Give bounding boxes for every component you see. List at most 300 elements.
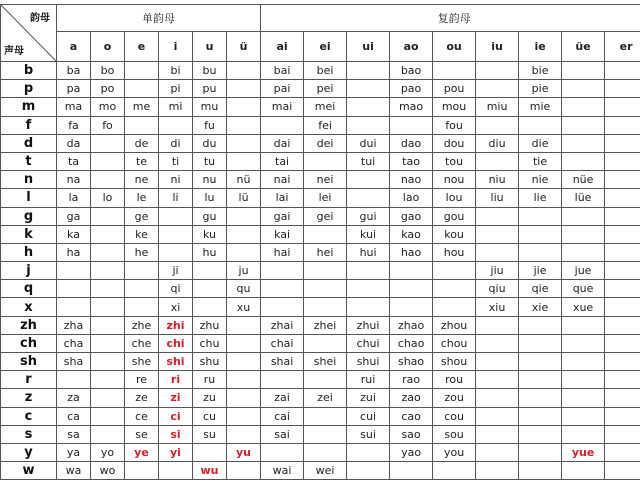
syllable-cell: tie	[519, 152, 562, 170]
syllable-cell: re	[125, 371, 159, 389]
initial-label: z	[1, 389, 57, 407]
syllable-cell	[476, 116, 519, 134]
syllable-cell	[347, 262, 390, 280]
syllable-cell	[562, 207, 605, 225]
syllable-cell	[304, 298, 347, 316]
syllable-cell	[433, 62, 476, 80]
syllable-cell	[304, 425, 347, 443]
syllable-cell	[605, 207, 640, 225]
syllable-cell: zha	[57, 316, 91, 334]
initial-label: r	[1, 371, 57, 389]
syllable-cell	[605, 425, 640, 443]
syllable-cell	[227, 334, 261, 352]
syllable-cell	[91, 407, 125, 425]
syllable-cell: shi	[159, 353, 193, 371]
syllable-cell	[605, 243, 640, 261]
syllable-cell: zhui	[347, 316, 390, 334]
syllable-cell: lei	[304, 189, 347, 207]
initial-label: l	[1, 189, 57, 207]
syllable-cell	[193, 298, 227, 316]
syllable-cell	[519, 207, 562, 225]
syllable-cell: nüe	[562, 171, 605, 189]
syllable-cell: si	[159, 425, 193, 443]
syllable-cell: ni	[159, 171, 193, 189]
syllable-cell	[227, 134, 261, 152]
syllable-cell: sui	[347, 425, 390, 443]
syllable-cell	[562, 243, 605, 261]
syllable-cell: cao	[390, 407, 433, 425]
syllable-cell	[390, 262, 433, 280]
syllable-cell: lie	[519, 189, 562, 207]
syllable-cell	[159, 462, 193, 480]
syllable-cell: tai	[261, 152, 304, 170]
syllable-cell: ma	[57, 98, 91, 116]
syllable-cell: bie	[519, 62, 562, 80]
syllable-cell: chu	[193, 334, 227, 352]
syllable-cell	[193, 443, 227, 461]
syllable-cell: die	[519, 134, 562, 152]
syllable-cell	[304, 262, 347, 280]
syllable-cell: zao	[390, 389, 433, 407]
syllable-cell: cui	[347, 407, 390, 425]
syllable-cell	[476, 207, 519, 225]
syllable-cell	[347, 189, 390, 207]
syllable-cell	[562, 98, 605, 116]
table-row	[1, 389, 640, 407]
syllable-cell: xue	[562, 298, 605, 316]
initial-label: y	[1, 443, 57, 461]
syllable-cell	[227, 80, 261, 98]
syllable-cell	[519, 243, 562, 261]
syllable-cell: qu	[227, 280, 261, 298]
syllable-cell: mai	[261, 98, 304, 116]
initial-label: m	[1, 98, 57, 116]
syllable-cell: dou	[433, 134, 476, 152]
initial-label: k	[1, 225, 57, 243]
syllable-cell	[562, 225, 605, 243]
syllable-cell: tou	[433, 152, 476, 170]
initial-label: g	[1, 207, 57, 225]
final-header: ou	[433, 32, 476, 62]
syllable-cell: yue	[562, 443, 605, 461]
syllable-cell: dai	[261, 134, 304, 152]
syllable-cell: shui	[347, 353, 390, 371]
syllable-cell: gei	[304, 207, 347, 225]
syllable-cell	[227, 243, 261, 261]
syllable-cell	[227, 316, 261, 334]
table-row	[1, 316, 640, 334]
syllable-cell: que	[562, 280, 605, 298]
syllable-cell	[519, 316, 562, 334]
pinyin-table	[0, 4, 640, 480]
syllable-cell	[347, 80, 390, 98]
syllable-cell: sa	[57, 425, 91, 443]
syllable-cell	[159, 116, 193, 134]
syllable-cell	[261, 280, 304, 298]
syllable-cell: lou	[433, 189, 476, 207]
final-header: ai	[261, 32, 304, 62]
syllable-cell: pie	[519, 80, 562, 98]
syllable-cell: ya	[57, 443, 91, 461]
syllable-cell: cu	[193, 407, 227, 425]
syllable-cell	[57, 262, 91, 280]
syllable-cell	[125, 80, 159, 98]
syllable-cell	[227, 389, 261, 407]
syllable-cell: hui	[347, 243, 390, 261]
initial-label: d	[1, 134, 57, 152]
syllable-cell	[193, 262, 227, 280]
syllable-cell: hai	[261, 243, 304, 261]
syllable-cell: miu	[476, 98, 519, 116]
syllable-cell	[519, 334, 562, 352]
syllable-cell: xiu	[476, 298, 519, 316]
syllable-cell: wai	[261, 462, 304, 480]
syllable-cell: da	[57, 134, 91, 152]
syllable-cell: po	[91, 80, 125, 98]
syllable-cell	[227, 462, 261, 480]
syllable-cell	[562, 334, 605, 352]
syllable-cell: shei	[304, 353, 347, 371]
table-row	[1, 134, 640, 152]
syllable-cell: hu	[193, 243, 227, 261]
syllable-cell	[159, 207, 193, 225]
syllable-cell: she	[125, 353, 159, 371]
table-row	[1, 353, 640, 371]
syllable-cell	[476, 225, 519, 243]
initial-label: q	[1, 280, 57, 298]
syllable-cell: nai	[261, 171, 304, 189]
syllable-cell: zhai	[261, 316, 304, 334]
syllable-cell	[605, 298, 640, 316]
syllable-cell	[605, 152, 640, 170]
syllable-cell	[227, 62, 261, 80]
final-header: e	[125, 32, 159, 62]
syllable-cell	[57, 371, 91, 389]
initial-label: w	[1, 462, 57, 480]
syllable-cell	[605, 134, 640, 152]
syllable-cell: li	[159, 189, 193, 207]
syllable-cell: cou	[433, 407, 476, 425]
initial-label: sh	[1, 353, 57, 371]
syllable-cell	[159, 225, 193, 243]
syllable-cell: chao	[390, 334, 433, 352]
syllable-cell	[562, 152, 605, 170]
syllable-cell: za	[57, 389, 91, 407]
final-header: i	[159, 32, 193, 62]
syllable-cell: ga	[57, 207, 91, 225]
syllable-cell: tu	[193, 152, 227, 170]
syllable-cell: shao	[390, 353, 433, 371]
syllable-cell: zhou	[433, 316, 476, 334]
syllable-cell	[519, 353, 562, 371]
syllable-cell	[605, 225, 640, 243]
syllable-cell: yi	[159, 443, 193, 461]
initial-label: f	[1, 116, 57, 134]
syllable-cell: qiu	[476, 280, 519, 298]
table-row	[1, 98, 640, 116]
syllable-cell	[304, 443, 347, 461]
syllable-cell: fei	[304, 116, 347, 134]
syllable-cell: ba	[57, 62, 91, 80]
syllable-cell	[227, 152, 261, 170]
syllable-cell	[227, 425, 261, 443]
syllable-cell: nü	[227, 171, 261, 189]
syllable-cell	[347, 62, 390, 80]
syllable-cell	[562, 116, 605, 134]
syllable-cell: chai	[261, 334, 304, 352]
syllable-cell: ti	[159, 152, 193, 170]
syllable-cell	[347, 462, 390, 480]
syllable-cell: yao	[390, 443, 433, 461]
syllable-cell	[261, 371, 304, 389]
table-row	[1, 262, 640, 280]
syllable-cell: bi	[159, 62, 193, 80]
syllable-cell	[91, 280, 125, 298]
syllable-cell: se	[125, 425, 159, 443]
syllable-cell: na	[57, 171, 91, 189]
syllable-cell	[390, 298, 433, 316]
syllable-cell: you	[433, 443, 476, 461]
syllable-cell: zou	[433, 389, 476, 407]
syllable-cell	[91, 225, 125, 243]
table-row	[1, 371, 640, 389]
syllable-cell: bo	[91, 62, 125, 80]
syllable-cell	[476, 462, 519, 480]
syllable-cell	[390, 116, 433, 134]
table-row	[1, 334, 640, 352]
initial-label: n	[1, 171, 57, 189]
syllable-cell	[304, 152, 347, 170]
table-row	[1, 407, 640, 425]
syllable-cell: zhei	[304, 316, 347, 334]
syllable-cell: tui	[347, 152, 390, 170]
syllable-cell	[476, 316, 519, 334]
syllable-cell	[347, 98, 390, 116]
syllable-cell: lao	[390, 189, 433, 207]
syllable-cell	[91, 298, 125, 316]
syllable-cell: zei	[304, 389, 347, 407]
syllable-cell	[304, 371, 347, 389]
syllable-cell	[227, 98, 261, 116]
syllable-cell: kai	[261, 225, 304, 243]
syllable-cell: ye	[125, 443, 159, 461]
syllable-cell: gao	[390, 207, 433, 225]
syllable-cell: liu	[476, 189, 519, 207]
syllable-cell: ta	[57, 152, 91, 170]
syllable-cell: fo	[91, 116, 125, 134]
syllable-cell: ce	[125, 407, 159, 425]
syllable-cell	[519, 225, 562, 243]
syllable-cell	[91, 334, 125, 352]
syllable-cell: cha	[57, 334, 91, 352]
syllable-cell: te	[125, 152, 159, 170]
syllable-cell: shai	[261, 353, 304, 371]
syllable-cell	[562, 353, 605, 371]
syllable-cell: bai	[261, 62, 304, 80]
syllable-cell: jue	[562, 262, 605, 280]
syllable-cell: fa	[57, 116, 91, 134]
syllable-cell	[562, 316, 605, 334]
syllable-cell	[562, 371, 605, 389]
syllable-cell: wo	[91, 462, 125, 480]
syllable-cell	[605, 80, 640, 98]
final-header: a	[57, 32, 91, 62]
syllable-cell	[476, 443, 519, 461]
syllable-cell	[605, 116, 640, 134]
initial-label: b	[1, 62, 57, 80]
final-header: iu	[476, 32, 519, 62]
syllable-cell: ge	[125, 207, 159, 225]
syllable-cell: tao	[390, 152, 433, 170]
initial-label: zh	[1, 316, 57, 334]
syllable-cell	[562, 80, 605, 98]
syllable-cell: xu	[227, 298, 261, 316]
syllable-cell	[261, 298, 304, 316]
syllable-cell	[125, 62, 159, 80]
syllable-cell	[227, 407, 261, 425]
syllable-cell	[227, 116, 261, 134]
final-header: ü	[227, 32, 261, 62]
syllable-cell	[57, 280, 91, 298]
initial-label: x	[1, 298, 57, 316]
syllable-cell	[605, 262, 640, 280]
syllable-cell	[605, 280, 640, 298]
syllable-cell: wa	[57, 462, 91, 480]
syllable-cell: diu	[476, 134, 519, 152]
syllable-cell	[476, 407, 519, 425]
syllable-cell: bu	[193, 62, 227, 80]
syllable-cell: kao	[390, 225, 433, 243]
syllable-cell: he	[125, 243, 159, 261]
syllable-cell	[476, 152, 519, 170]
syllable-cell: pu	[193, 80, 227, 98]
syllable-cell: rui	[347, 371, 390, 389]
syllable-cell	[605, 171, 640, 189]
syllable-cell	[562, 407, 605, 425]
syllable-cell	[125, 298, 159, 316]
syllable-cell: shou	[433, 353, 476, 371]
syllable-cell	[261, 443, 304, 461]
table-row	[1, 298, 640, 316]
syllable-cell: rao	[390, 371, 433, 389]
syllable-cell	[91, 425, 125, 443]
initial-label: c	[1, 407, 57, 425]
syllable-cell: sao	[390, 425, 433, 443]
syllable-cell	[125, 280, 159, 298]
final-header: ei	[304, 32, 347, 62]
syllable-cell: dui	[347, 134, 390, 152]
final-header: ao	[390, 32, 433, 62]
syllable-cell: zi	[159, 389, 193, 407]
syllable-cell: wei	[304, 462, 347, 480]
syllable-cell: nu	[193, 171, 227, 189]
syllable-cell: ze	[125, 389, 159, 407]
syllable-cell: ha	[57, 243, 91, 261]
initial-label: h	[1, 243, 57, 261]
final-header: ie	[519, 32, 562, 62]
table-row	[1, 280, 640, 298]
syllable-cell: hei	[304, 243, 347, 261]
syllable-cell	[125, 462, 159, 480]
syllable-cell: ku	[193, 225, 227, 243]
syllable-cell: chou	[433, 334, 476, 352]
syllable-cell: su	[193, 425, 227, 443]
syllable-cell: jie	[519, 262, 562, 280]
syllable-cell: che	[125, 334, 159, 352]
syllable-cell: kui	[347, 225, 390, 243]
syllable-cell: zui	[347, 389, 390, 407]
syllable-cell: ka	[57, 225, 91, 243]
syllable-cell	[433, 462, 476, 480]
syllable-cell	[519, 462, 562, 480]
syllable-cell: fu	[193, 116, 227, 134]
syllable-cell	[91, 243, 125, 261]
syllable-cell: ri	[159, 371, 193, 389]
syllable-cell	[605, 316, 640, 334]
syllable-cell	[562, 389, 605, 407]
syllable-cell: pou	[433, 80, 476, 98]
finals-header-row	[1, 32, 640, 62]
syllable-cell: lu	[193, 189, 227, 207]
syllable-cell: rou	[433, 371, 476, 389]
syllable-cell	[304, 225, 347, 243]
syllable-cell: di	[159, 134, 193, 152]
syllable-cell	[91, 316, 125, 334]
syllable-cell	[91, 152, 125, 170]
final-header: o	[91, 32, 125, 62]
syllable-cell: wu	[193, 462, 227, 480]
syllable-cell: la	[57, 189, 91, 207]
final-header: ui	[347, 32, 390, 62]
table-row	[1, 443, 640, 461]
syllable-cell	[605, 443, 640, 461]
syllable-cell: ke	[125, 225, 159, 243]
syllable-cell: zhao	[390, 316, 433, 334]
syllable-cell: lo	[91, 189, 125, 207]
syllable-cell: nou	[433, 171, 476, 189]
syllable-cell	[562, 134, 605, 152]
table-row	[1, 152, 640, 170]
syllable-cell	[91, 262, 125, 280]
syllable-cell: xi	[159, 298, 193, 316]
syllable-cell	[562, 462, 605, 480]
syllable-cell	[519, 443, 562, 461]
table-row	[1, 116, 640, 134]
syllable-cell	[433, 298, 476, 316]
syllable-cell	[227, 225, 261, 243]
syllable-cell: mi	[159, 98, 193, 116]
syllable-cell	[193, 280, 227, 298]
syllable-cell	[433, 262, 476, 280]
syllable-cell	[476, 334, 519, 352]
syllable-cell: bei	[304, 62, 347, 80]
syllable-cell	[476, 425, 519, 443]
syllable-cell: zai	[261, 389, 304, 407]
syllable-cell	[125, 116, 159, 134]
syllable-cell: yo	[91, 443, 125, 461]
syllable-cell	[605, 353, 640, 371]
syllable-cell	[347, 298, 390, 316]
syllable-cell: dao	[390, 134, 433, 152]
syllable-cell: shu	[193, 353, 227, 371]
syllable-cell	[261, 262, 304, 280]
syllable-cell: zhu	[193, 316, 227, 334]
syllable-cell: me	[125, 98, 159, 116]
syllable-cell: zu	[193, 389, 227, 407]
syllable-cell: cai	[261, 407, 304, 425]
table-row	[1, 207, 640, 225]
table-row	[1, 80, 640, 98]
